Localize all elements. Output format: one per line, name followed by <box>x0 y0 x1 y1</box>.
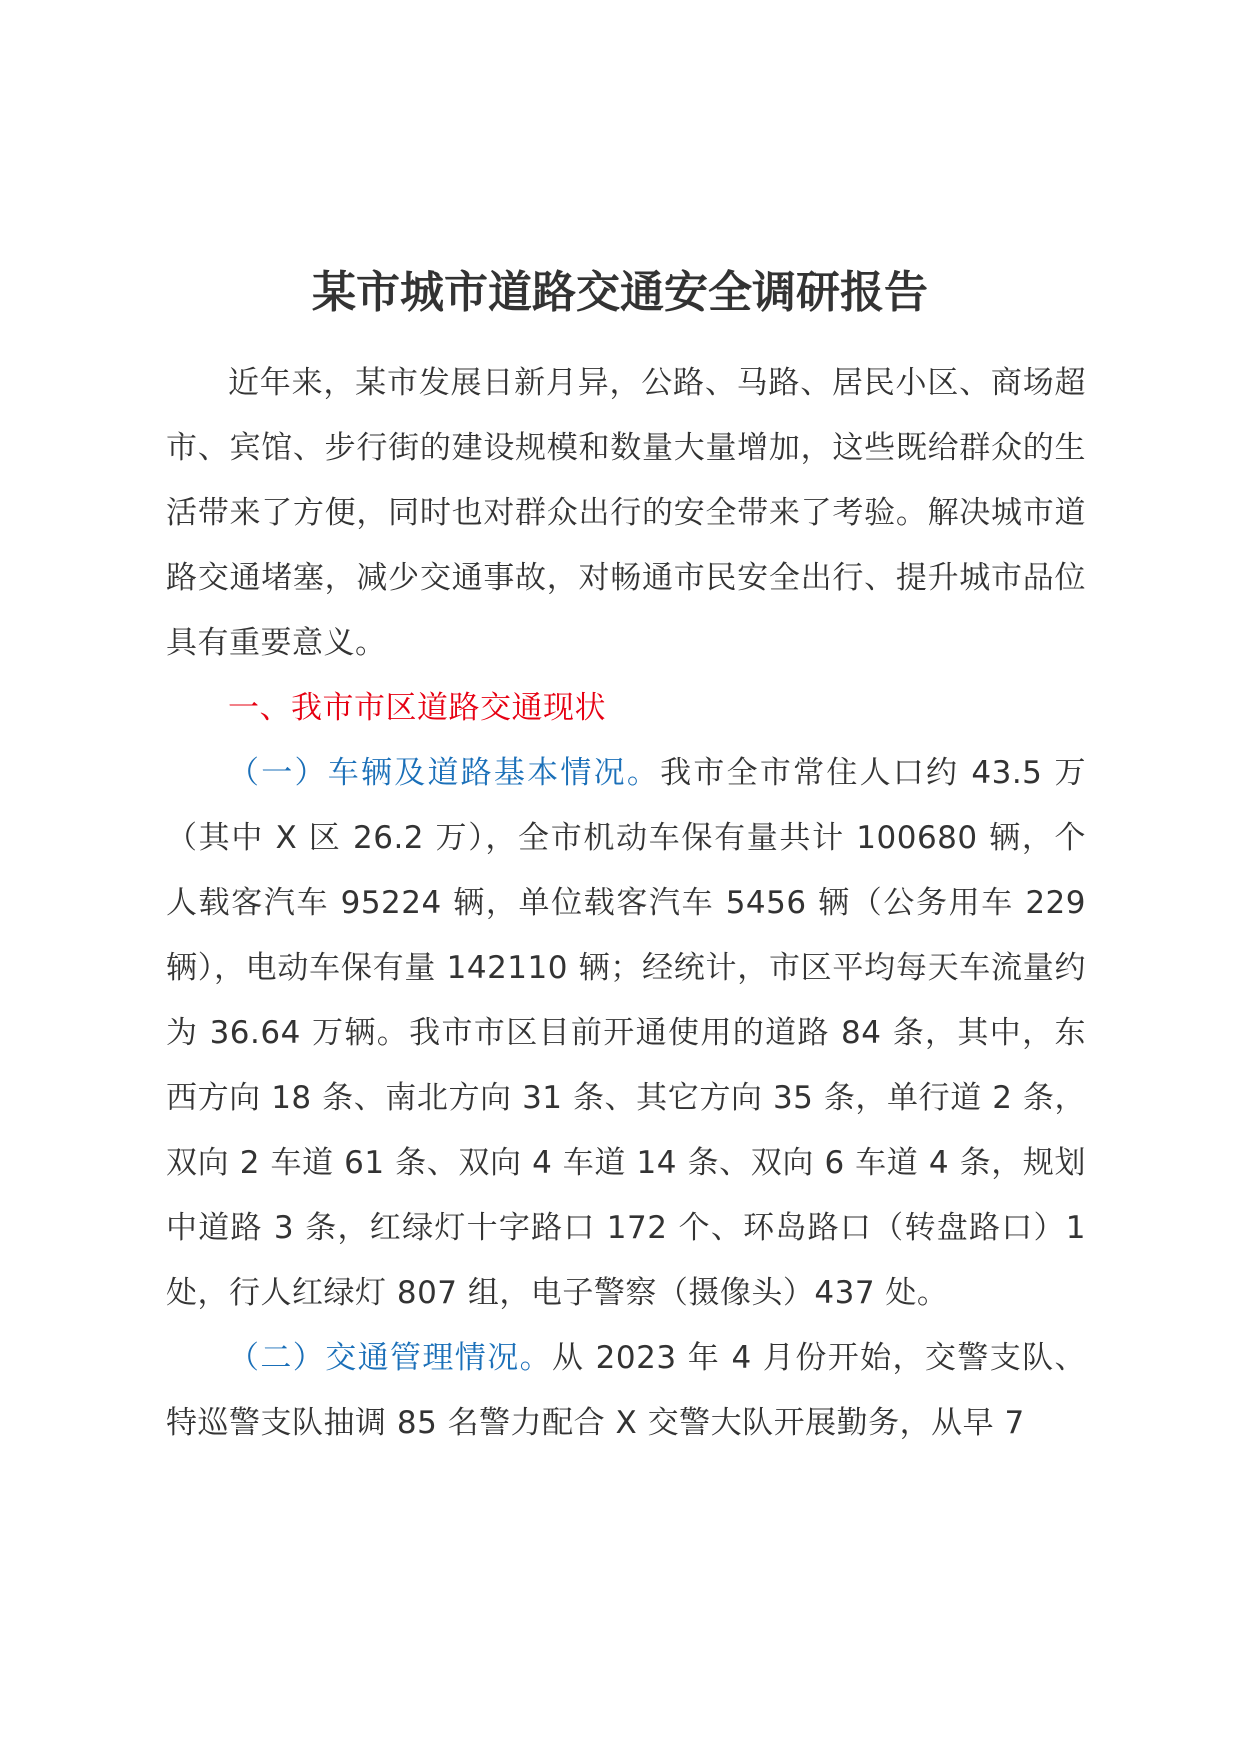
document-body <box>166 351 1086 1456</box>
section-1-heading: 一、我市市区道路交通现状 <box>228 690 606 726</box>
subsection-2-heading: （二）交通管理情况。 <box>228 1340 552 1376</box>
subsection-1-paragraph <box>166 741 1086 1326</box>
subsection-1-heading: （一）车辆及道路基本情况。 <box>228 755 661 791</box>
intro-paragraph: 近年来，某市发展日新月异，公路、马路、居民小区、商场超市、宾馆、步行街的建设规模和数量大量增加，这些既给群众的生活带来了方便，同时也对群众出行的安全带来了考验。解决城市道路交通堵塞，减少交通事故，对畅通市民安全出行、提升城市品位具有重要意义。 <box>166 365 1086 661</box>
subsection-2-paragraph <box>166 1326 1086 1456</box>
section-heading <box>166 676 1086 741</box>
subsection-2-text: 从 2023 年 4 月份开始，交警支队、特巡警支队抽调 85 名警力配合 X 交警大队开展勤务，从早 7 <box>166 1340 1087 1441</box>
subsection-1-text: 我市全市常住人口约 43.5 万（其中 X 区 26.2 万），全市机动车保有量共计 100680 辆，个人载客汽车 95224 辆，单位载客汽车 5456 辆（公务用车 229 辆），电动车保有量 142110 辆；经统计，市区平均每天车流量约为 36.64 万辆。我市市区目前开通使用的道路 84 条，其中，东西方向 18 条、南北方向 31 条、其它方向 35 条，单行道 2 条，双向 2 车道 61 条、双向 4 车道 14 条、双向 6 车道 4 条，规划中道路 3 条，红绿灯十字路口 172 个、环岛路口（转盘路口）1 处，行人红绿灯 807 组，电子警察（摄像头）437 处。 <box>166 755 1086 1311</box>
document-title: 某市城市道路交通安全调研报告 <box>312 267 928 318</box>
